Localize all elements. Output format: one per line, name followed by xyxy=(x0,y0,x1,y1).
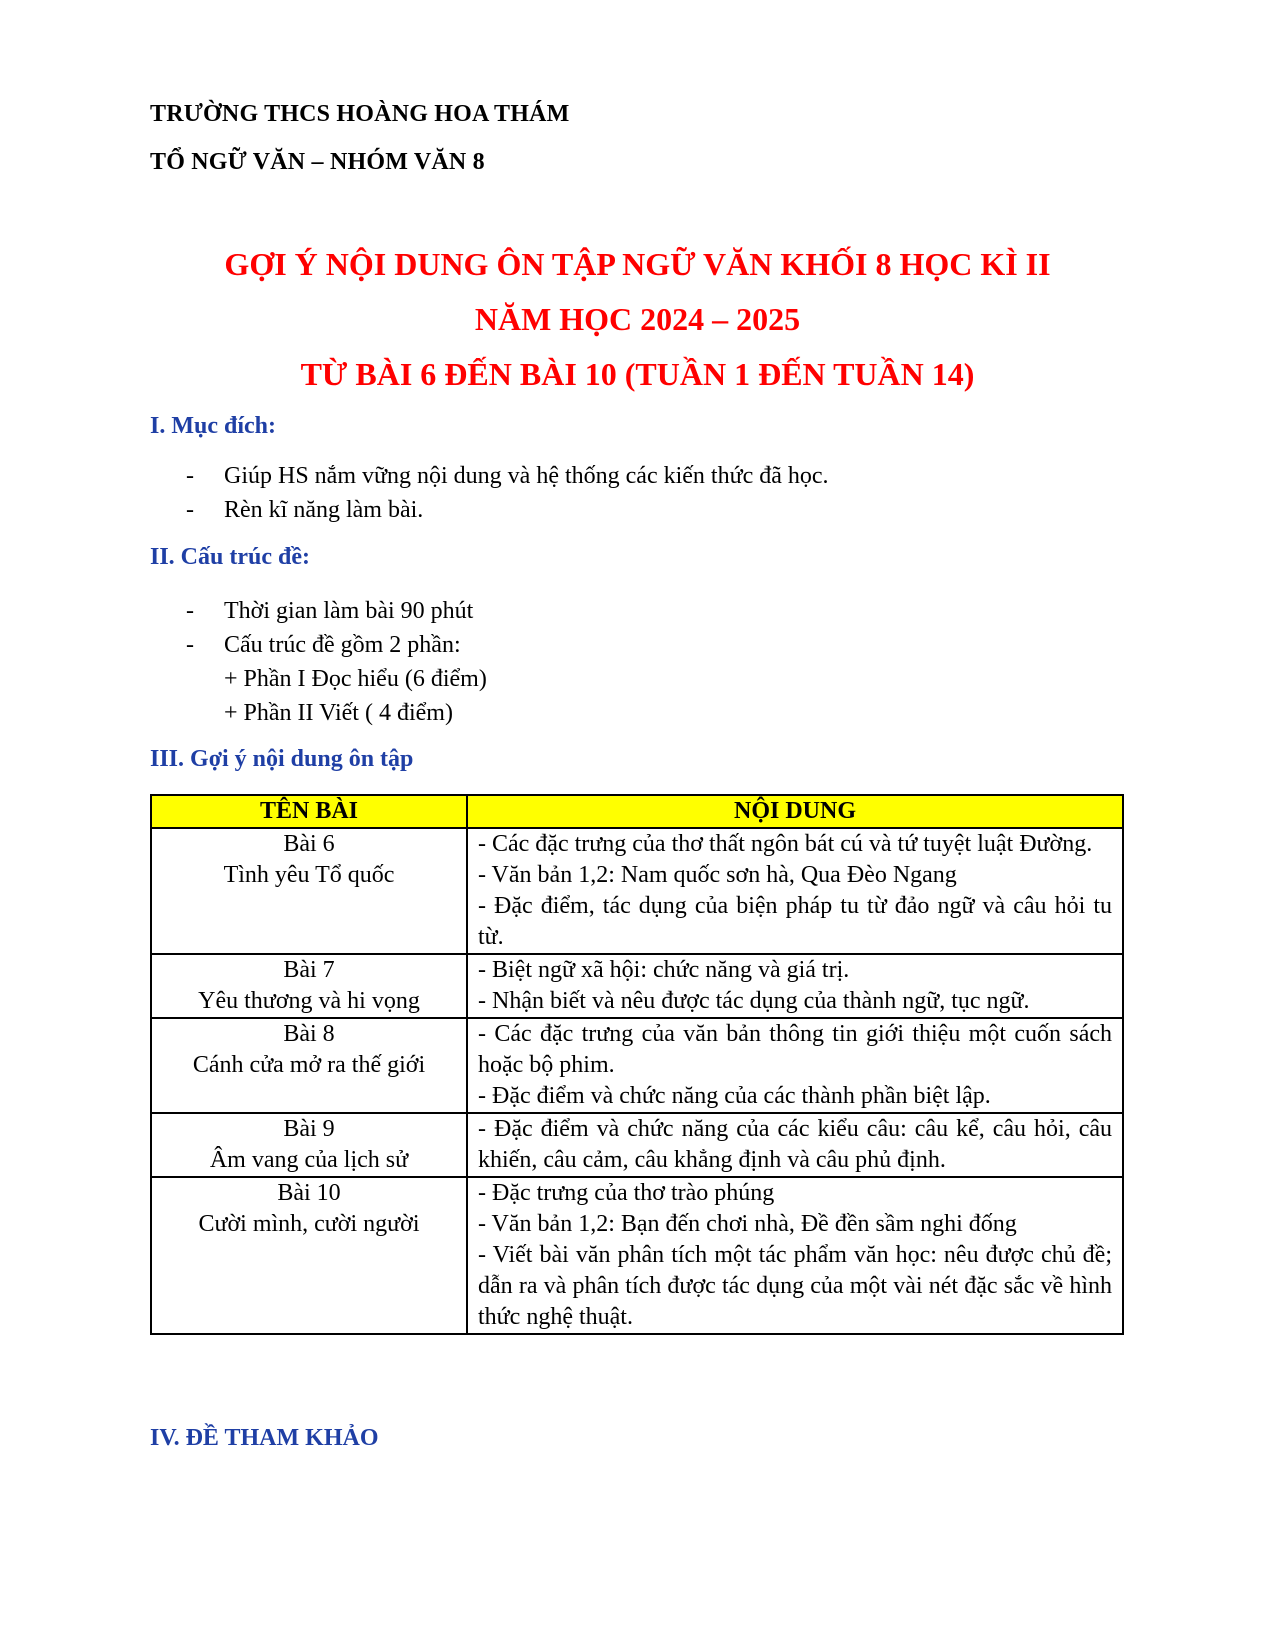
lesson-cell xyxy=(151,1018,467,1113)
table-row xyxy=(151,1113,1123,1177)
lesson-title: Cánh cửa mở ra thế giới xyxy=(192,1052,426,1078)
table-row xyxy=(151,1018,1123,1113)
content-cell xyxy=(467,828,1123,954)
lesson-cell xyxy=(151,1177,467,1334)
lesson-cell xyxy=(151,1113,467,1177)
lesson-cell xyxy=(151,954,467,1018)
lesson-number: Bài 9 xyxy=(283,1116,335,1142)
content-cell xyxy=(467,954,1123,1018)
lesson-number: Bài 7 xyxy=(283,957,335,983)
column-header-lesson: TÊN BÀI xyxy=(151,795,467,828)
structure-list xyxy=(186,594,487,730)
content-line: - Văn bản 1,2: Bạn đến chơi nhà, Đề đền sầm nghi đống xyxy=(478,1211,1017,1237)
lesson-title: Tình yêu Tổ quốc xyxy=(223,862,395,888)
sub-list-item-text: + Phần I Đọc hiểu (6 điểm) xyxy=(224,666,487,692)
content-line: - Nhận biết và nêu được tác dụng của thành ngữ, tục ngữ. xyxy=(478,988,1030,1014)
list-item: - Thời gian làm bài 90 phút xyxy=(186,598,474,624)
content-cell xyxy=(467,1177,1123,1334)
table-row xyxy=(151,954,1123,1018)
lesson-number: Bài 10 xyxy=(277,1180,341,1206)
lesson-number: Bài 8 xyxy=(283,1021,335,1047)
sub-list-item xyxy=(186,696,487,730)
list-item: - Rèn kĩ năng làm bài. xyxy=(186,497,424,523)
lesson-title: Âm vang của lịch sử xyxy=(209,1147,409,1173)
review-content-table xyxy=(150,794,1124,1335)
content-line: - Đặc điểm và chức năng của các kiểu câu: câu kể, câu hỏi, câu khiến, câu cảm, câu khẳng định và câu phủ định. xyxy=(478,1116,1112,1173)
school-year: NĂM HỌC 2024 – 2025 xyxy=(474,301,801,337)
section-heading-purpose: I. Mục đích: xyxy=(150,413,276,439)
content-line: - Đặc trưng của thơ trào phúng xyxy=(478,1180,775,1206)
sub-list-item-text: + Phần II Viết ( 4 điểm) xyxy=(224,700,453,726)
content-line: - Văn bản 1,2: Nam quốc sơn hà, Qua Đèo Ngang xyxy=(478,862,957,888)
list-item-text: Cấu trúc đề gồm 2 phần: xyxy=(224,632,461,658)
content-line: - Các đặc trưng của thơ thất ngôn bát cú và tứ tuyệt luật Đường. xyxy=(478,831,1093,857)
department-name: TỔ NGỮ VĂN – NHÓM VĂN 8 xyxy=(150,149,485,175)
list-item-text: Giúp HS nắm vững nội dung và hệ thống các kiến thức đã học. xyxy=(224,463,829,489)
content-line: - Viết bài văn phân tích một tác phẩm văn học: nêu được chủ đề; dẫn ra và phân tích được tác dụng của một vài nét đặc sắc về hình thức nghệ thuật. xyxy=(478,1242,1112,1330)
lesson-cell xyxy=(151,828,467,954)
lesson-range: TỪ BÀI 6 ĐẾN BÀI 10 (TUẦN 1 ĐẾN TUẦN 14) xyxy=(300,356,975,392)
content-cell xyxy=(467,1113,1123,1177)
lesson-number: Bài 6 xyxy=(283,831,335,857)
list-item: - Giúp HS nắm vững nội dung và hệ thống các kiến thức đã học. xyxy=(186,463,829,489)
column-header-content: NỘI DUNG xyxy=(467,795,1123,828)
table-row xyxy=(151,1177,1123,1334)
document-title: GỢI Ý NỘI DUNG ÔN TẬP NGỮ VĂN KHỐI 8 HỌC KÌ II xyxy=(224,246,1051,282)
lesson-title: Yêu thương và hi vọng xyxy=(198,988,420,1014)
table-header-row xyxy=(151,795,1123,828)
content-cell xyxy=(467,1018,1123,1113)
list-item-text: Thời gian làm bài 90 phút xyxy=(224,598,474,624)
section-heading-review-content: III. Gợi ý nội dung ôn tập xyxy=(150,746,414,772)
table-row xyxy=(151,828,1123,954)
section-heading-reference-exam: IV. ĐỀ THAM KHẢO xyxy=(150,1425,379,1451)
section-heading-structure: II. Cấu trúc đề: xyxy=(150,544,310,570)
purpose-list xyxy=(186,459,829,527)
content-line: - Đặc điểm và chức năng của các thành phần biệt lập. xyxy=(478,1083,991,1109)
list-item-text: Rèn kĩ năng làm bài. xyxy=(224,497,424,523)
sub-list-item xyxy=(186,662,487,696)
school-name: TRƯỜNG THCS HOÀNG HOA THÁM xyxy=(150,101,570,127)
lesson-title: Cười mình, cười người xyxy=(198,1211,420,1237)
content-line: - Các đặc trưng của văn bản thông tin giới thiệu một cuốn sách hoặc bộ phim. xyxy=(478,1021,1112,1078)
list-item: - Cấu trúc đề gồm 2 phần: xyxy=(186,632,461,658)
content-line: - Đặc điểm, tác dụng của biện pháp tu từ đảo ngữ và câu hỏi tu từ. xyxy=(478,893,1112,950)
content-line: - Biệt ngữ xã hội: chức năng và giá trị. xyxy=(478,957,850,983)
